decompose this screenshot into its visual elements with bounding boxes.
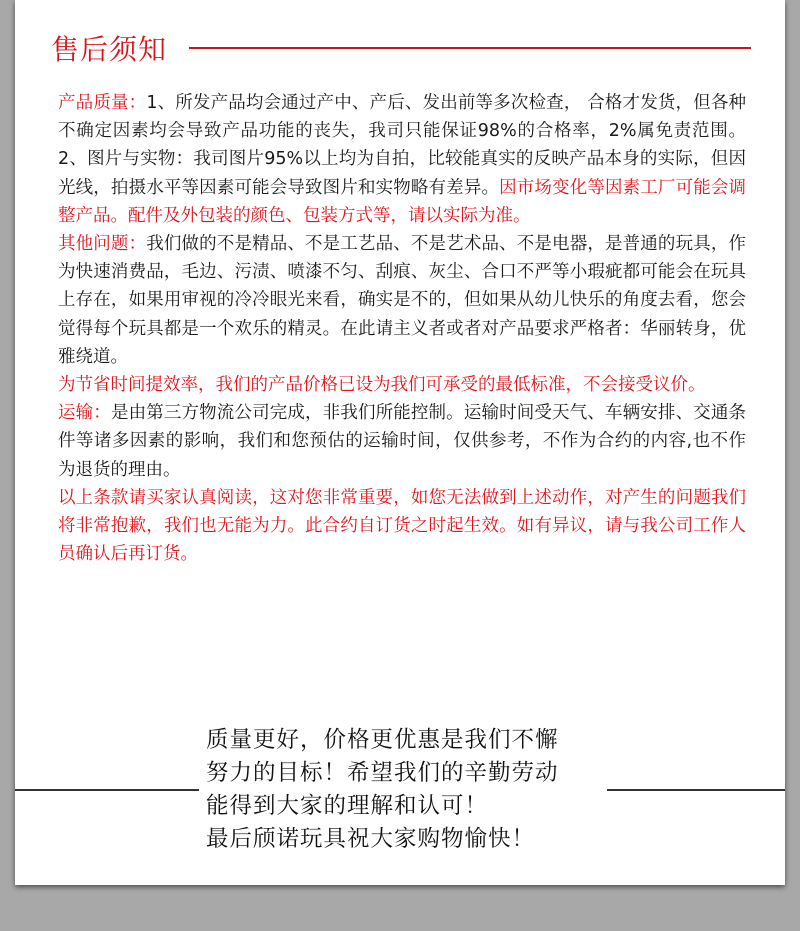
section-shipping (58, 399, 746, 484)
section-body: 1、所发产品均会通过产中、产后、发出前等多次检查， 合格才发货，但各种不确定因素均会导致产品功能的丧失，我司只能保证98%的合格率，2%属免责范围。2、图片与实物：我司图片95%以上均为自拍，比较能真实的反映产品本身的实际，但因光线，拍摄水平等因素可能会导致图片和实物略有差异。 (58, 93, 746, 198)
closing-line: 最后颀诺玩具祝大家购物愉快！ (206, 826, 536, 852)
section-label: 运输： (58, 403, 111, 424)
section-other-issues (58, 230, 746, 371)
section-body: 我们做的不是精品、不是工艺品、不是艺术品、不是电器，是普通的玩具，作为快速消费品，毛边、污渍、喷漆不匀、刮痕、灰尘、合口不严等小瑕疵都可能会在玩具上存在，如果用审视的冷冷眼光来看，确实是不的，但如果从幼儿快乐的角度去看，您会觉得每个玩具都是一个欢乐的精灵。在此请主义者或者对产品要求严格者：华丽转身，优雅绕道。 (58, 234, 747, 367)
section-label: 其他问题： (58, 234, 147, 255)
closing-divider-right (607, 789, 785, 791)
section-agreement-notice: 以上条款请买家认真阅读，这对您非常重要，如您无法做到上述动作，对产生的问题我们将非常抱歉，我们也无能为力。此合约自订货之时起生效。如有异议，请与我公司工作人员确认后再订货。 (58, 487, 746, 565)
terms-text (58, 89, 746, 568)
section-label: 产品质量： (58, 93, 147, 113)
section-product-quality (58, 89, 746, 230)
section-highlight: 因市场变化等因素工厂可能会调整产品。配件及外包装的颜色、包装方式等，请以实际为准。 (58, 177, 747, 226)
section-price-notice: 为节省时间提效率，我们的产品价格已设为我们可承受的最低标准，不会接受议价。 (58, 375, 706, 396)
closing-message (206, 724, 606, 856)
page-title: 售后须知 (51, 33, 168, 66)
closing-line: 努力的目标！希望我们的辛勤劳动 (206, 760, 559, 786)
after-sales-notice-card (15, 0, 785, 885)
section-body: 是由第三方物流公司完成，非我们所能控制。运输时间受天气、车辆安排、交通条件等诸多因素的影响，我们和您预估的运输时间，仅供参考，不作为合约的内容,也不作为退货的理由。 (58, 403, 747, 480)
title-divider (189, 47, 751, 49)
closing-divider-left (15, 789, 199, 791)
closing-line: 能得到大家的理解和认可！ (206, 793, 489, 819)
closing-line: 质量更好，价格更优惠是我们不懈 (206, 727, 559, 753)
